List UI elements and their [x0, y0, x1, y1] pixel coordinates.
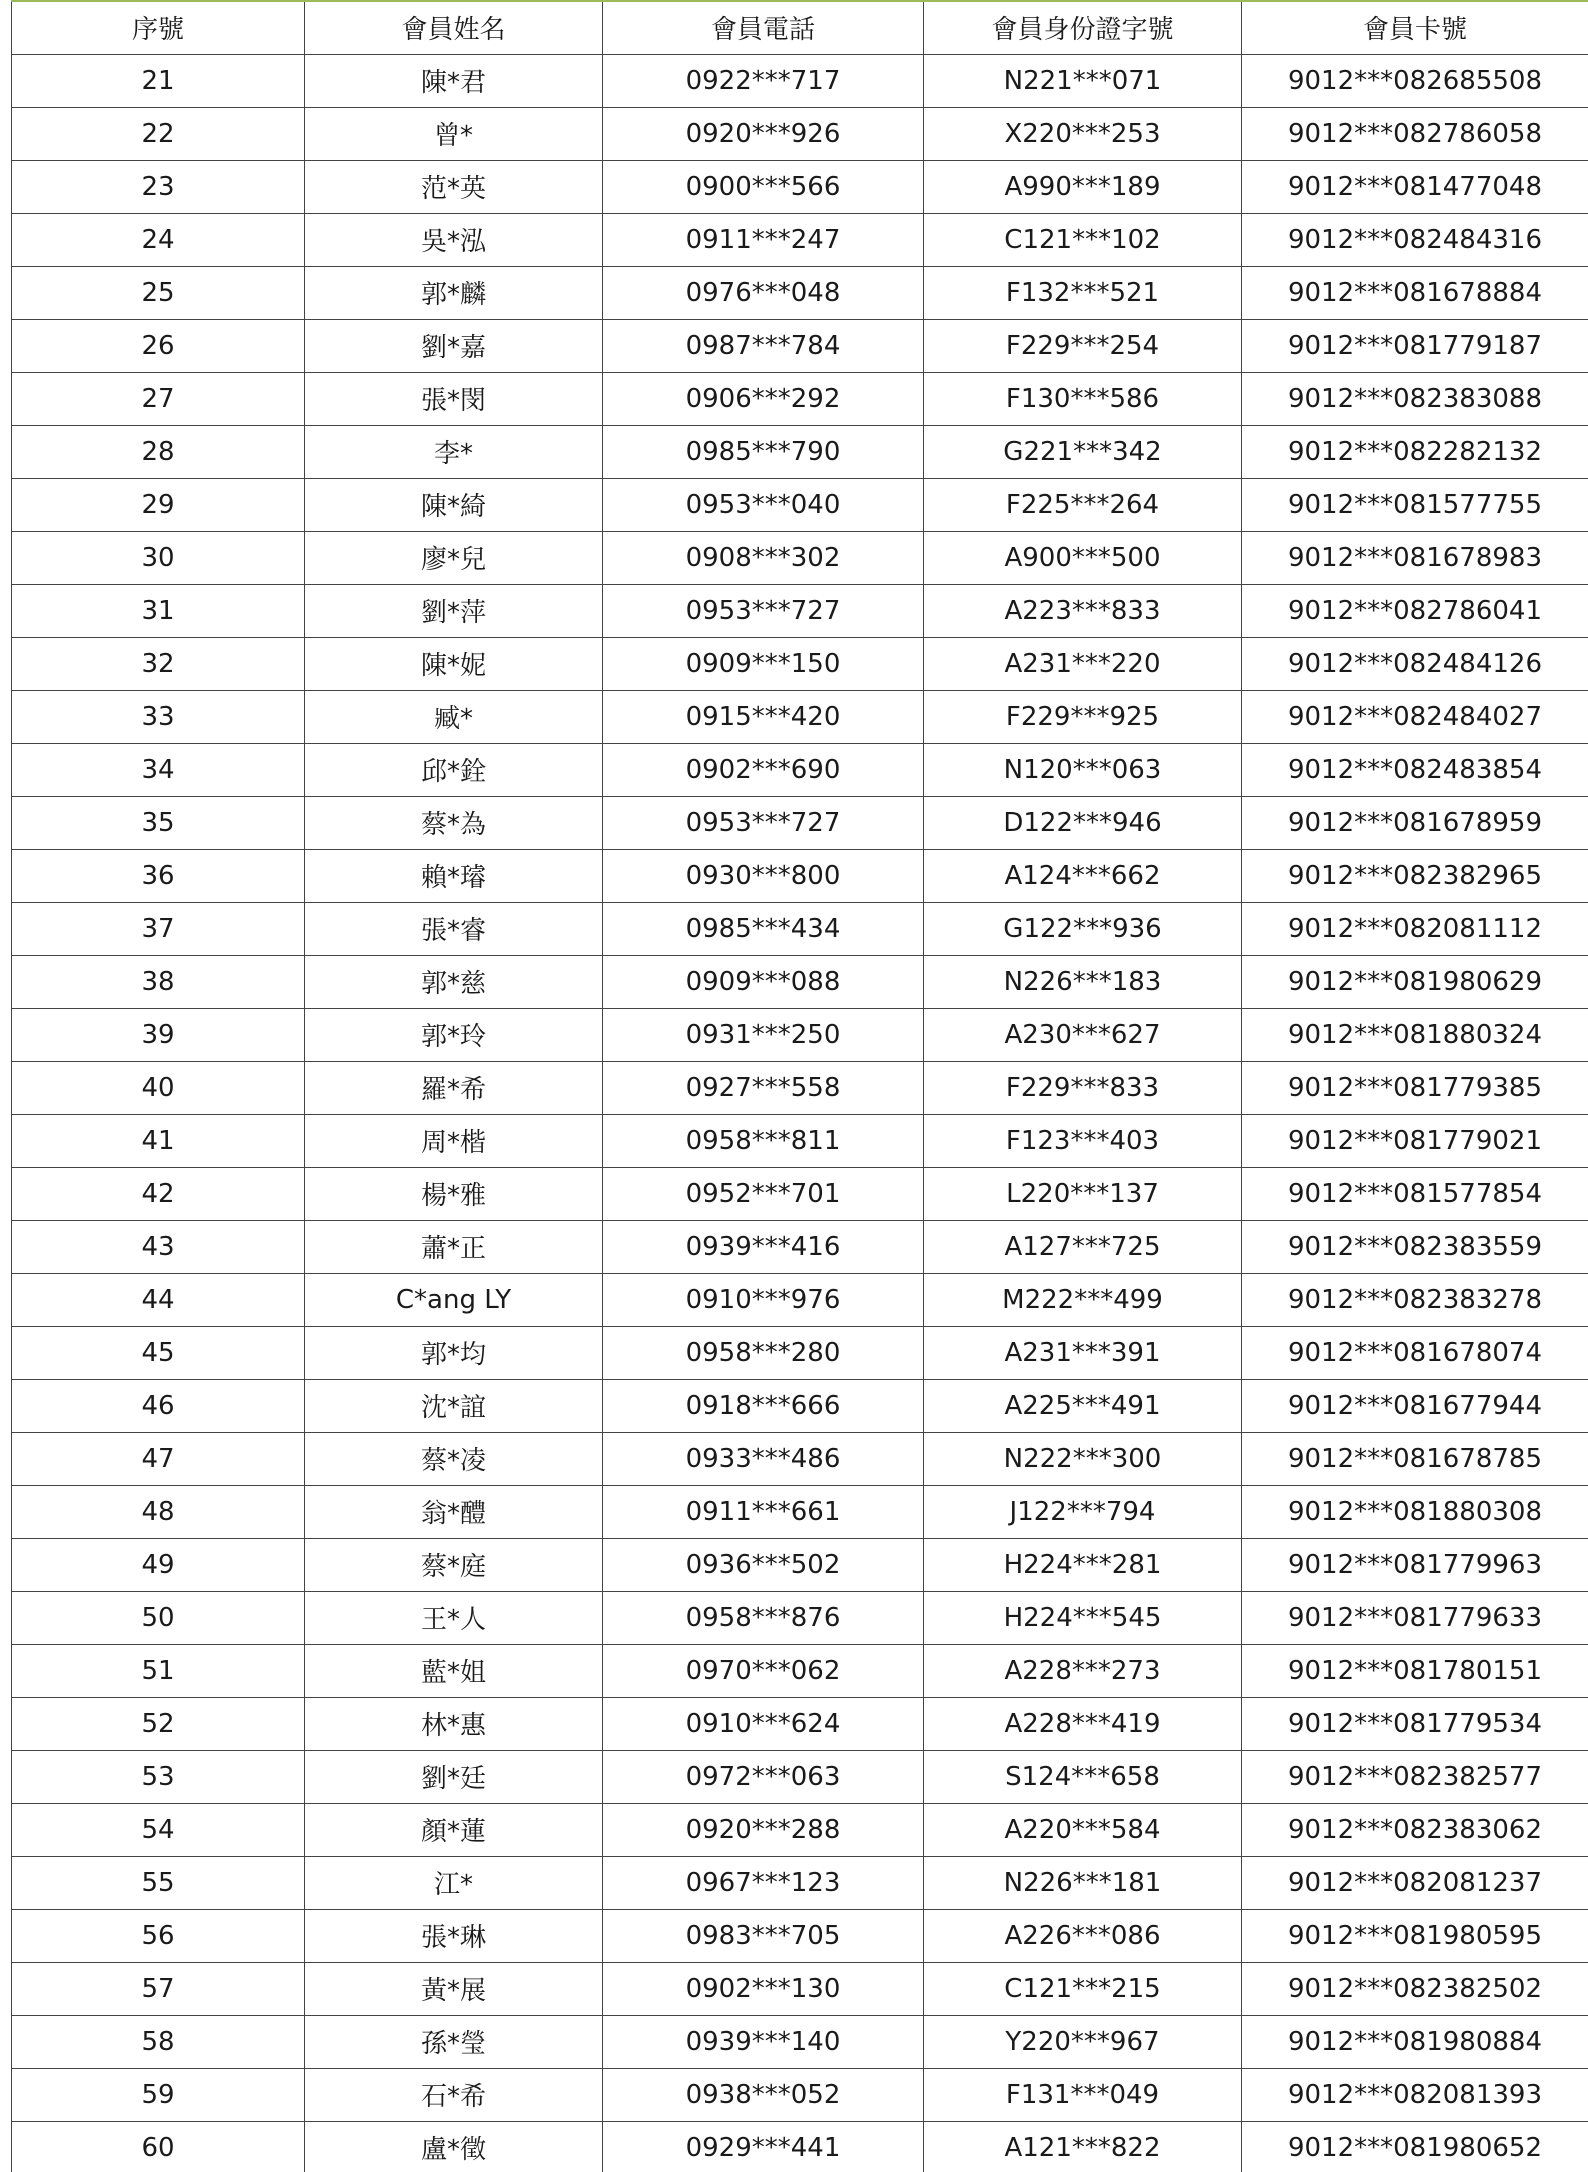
- card-number-cell: 9012***082383062: [1242, 1803, 1588, 1856]
- name-cell: 臧*: [305, 690, 603, 743]
- member-table-sheet: [11, 0, 1588, 2172]
- table-row: [12, 1220, 1588, 1273]
- serial-cell: 60: [12, 2121, 305, 2172]
- card-number-cell: 9012***082382502: [1242, 1962, 1588, 2015]
- phone-cell: 0930***800: [603, 849, 924, 902]
- phone-cell: 0953***727: [603, 796, 924, 849]
- id-number-cell: J122***794: [924, 1485, 1242, 1538]
- serial-cell: 27: [12, 372, 305, 425]
- serial-cell: 46: [12, 1379, 305, 1432]
- serial-cell: 49: [12, 1538, 305, 1591]
- name-cell: 李*: [305, 425, 603, 478]
- card-number-cell: 9012***081779385: [1242, 1061, 1588, 1114]
- phone-cell: 0911***247: [603, 213, 924, 266]
- serial-cell: 47: [12, 1432, 305, 1485]
- serial-cell: 29: [12, 478, 305, 531]
- table-row: [12, 1326, 1588, 1379]
- name-cell: 郭*玲: [305, 1008, 603, 1061]
- serial-cell: 45: [12, 1326, 305, 1379]
- id-number-cell: G122***936: [924, 902, 1242, 955]
- serial-cell: 52: [12, 1697, 305, 1750]
- card-number-cell: 9012***081678959: [1242, 796, 1588, 849]
- card-number-cell: 9012***081780151: [1242, 1644, 1588, 1697]
- serial-cell: 57: [12, 1962, 305, 2015]
- name-cell: 蔡*為: [305, 796, 603, 849]
- card-number-cell: 9012***081779963: [1242, 1538, 1588, 1591]
- serial-cell: 26: [12, 319, 305, 372]
- table-row: [12, 107, 1588, 160]
- card-number-cell: 9012***081577854: [1242, 1167, 1588, 1220]
- id-number-cell: A124***662: [924, 849, 1242, 902]
- serial-cell: 59: [12, 2068, 305, 2121]
- serial-cell: 38: [12, 955, 305, 1008]
- id-number-cell: A228***273: [924, 1644, 1242, 1697]
- name-cell: 楊*雅: [305, 1167, 603, 1220]
- table-row: [12, 319, 1588, 372]
- id-number-cell: F225***264: [924, 478, 1242, 531]
- id-number-cell: A226***086: [924, 1909, 1242, 1962]
- id-number-cell: C121***102: [924, 213, 1242, 266]
- id-number-cell: A220***584: [924, 1803, 1242, 1856]
- phone-cell: 0910***624: [603, 1697, 924, 1750]
- member-table: [11, 0, 1588, 2172]
- serial-cell: 44: [12, 1273, 305, 1326]
- card-number-cell: 9012***082081393: [1242, 2068, 1588, 2121]
- card-number-cell: 9012***081980884: [1242, 2015, 1588, 2068]
- name-cell: 孫*瑩: [305, 2015, 603, 2068]
- card-number-cell: 9012***081980629: [1242, 955, 1588, 1008]
- table-row: [12, 1644, 1588, 1697]
- id-number-cell: N226***183: [924, 955, 1242, 1008]
- table-row: [12, 2015, 1588, 2068]
- id-number-cell: A900***500: [924, 531, 1242, 584]
- header-member-card-number: 會員卡號: [1242, 1, 1588, 54]
- id-number-cell: M222***499: [924, 1273, 1242, 1326]
- card-number-cell: 9012***081678884: [1242, 266, 1588, 319]
- card-number-cell: 9012***082382577: [1242, 1750, 1588, 1803]
- id-number-cell: L220***137: [924, 1167, 1242, 1220]
- serial-cell: 51: [12, 1644, 305, 1697]
- table-row: [12, 1114, 1588, 1167]
- table-row: [12, 796, 1588, 849]
- table-row: [12, 1273, 1588, 1326]
- phone-cell: 0910***976: [603, 1273, 924, 1326]
- card-number-cell: 9012***082383559: [1242, 1220, 1588, 1273]
- name-cell: 蔡*凌: [305, 1432, 603, 1485]
- phone-cell: 0985***790: [603, 425, 924, 478]
- id-number-cell: A231***220: [924, 637, 1242, 690]
- name-cell: 沈*誼: [305, 1379, 603, 1432]
- serial-cell: 33: [12, 690, 305, 743]
- table-row: [12, 425, 1588, 478]
- card-number-cell: 9012***081880324: [1242, 1008, 1588, 1061]
- serial-cell: 35: [12, 796, 305, 849]
- name-cell: 蔡*庭: [305, 1538, 603, 1591]
- name-cell: 王*人: [305, 1591, 603, 1644]
- table-row: [12, 1591, 1588, 1644]
- id-number-cell: A121***822: [924, 2121, 1242, 2172]
- serial-cell: 37: [12, 902, 305, 955]
- serial-cell: 53: [12, 1750, 305, 1803]
- phone-cell: 0922***717: [603, 54, 924, 107]
- phone-cell: 0906***292: [603, 372, 924, 425]
- serial-cell: 41: [12, 1114, 305, 1167]
- card-number-cell: 9012***081577755: [1242, 478, 1588, 531]
- phone-cell: 0938***052: [603, 2068, 924, 2121]
- name-cell: 陳*綺: [305, 478, 603, 531]
- name-cell: 陳*妮: [305, 637, 603, 690]
- name-cell: 郭*麟: [305, 266, 603, 319]
- phone-cell: 0939***416: [603, 1220, 924, 1273]
- card-number-cell: 9012***081779021: [1242, 1114, 1588, 1167]
- name-cell: C*ang LY: [305, 1273, 603, 1326]
- table-row: [12, 2121, 1588, 2172]
- card-number-cell: 9012***081779534: [1242, 1697, 1588, 1750]
- name-cell: 盧*徵: [305, 2121, 603, 2172]
- serial-cell: 58: [12, 2015, 305, 2068]
- card-number-cell: 9012***081980595: [1242, 1909, 1588, 1962]
- name-cell: 邱*銓: [305, 743, 603, 796]
- phone-cell: 0920***926: [603, 107, 924, 160]
- name-cell: 廖*兒: [305, 531, 603, 584]
- header-member-name: 會員姓名: [305, 1, 603, 54]
- serial-cell: 30: [12, 531, 305, 584]
- table-row: [12, 743, 1588, 796]
- card-number-cell: 9012***082786058: [1242, 107, 1588, 160]
- phone-cell: 0953***040: [603, 478, 924, 531]
- card-number-cell: 9012***082484027: [1242, 690, 1588, 743]
- serial-cell: 22: [12, 107, 305, 160]
- phone-cell: 0911***661: [603, 1485, 924, 1538]
- name-cell: 蕭*正: [305, 1220, 603, 1273]
- table-row: [12, 955, 1588, 1008]
- card-number-cell: 9012***082081112: [1242, 902, 1588, 955]
- id-number-cell: N226***181: [924, 1856, 1242, 1909]
- name-cell: 郭*慈: [305, 955, 603, 1008]
- name-cell: 劉*廷: [305, 1750, 603, 1803]
- table-row: [12, 1538, 1588, 1591]
- phone-cell: 0952***701: [603, 1167, 924, 1220]
- table-row: [12, 1167, 1588, 1220]
- phone-cell: 0918***666: [603, 1379, 924, 1432]
- card-number-cell: 9012***081678074: [1242, 1326, 1588, 1379]
- name-cell: 陳*君: [305, 54, 603, 107]
- card-number-cell: 9012***081477048: [1242, 160, 1588, 213]
- table-header: [12, 1, 1588, 54]
- table-row: [12, 1962, 1588, 2015]
- table-row: [12, 1909, 1588, 1962]
- id-number-cell: S124***658: [924, 1750, 1242, 1803]
- card-number-cell: 9012***082383278: [1242, 1273, 1588, 1326]
- id-number-cell: F229***925: [924, 690, 1242, 743]
- table-row: [12, 902, 1588, 955]
- serial-cell: 34: [12, 743, 305, 796]
- serial-cell: 23: [12, 160, 305, 213]
- table-row: [12, 1061, 1588, 1114]
- serial-cell: 25: [12, 266, 305, 319]
- name-cell: 顏*蓮: [305, 1803, 603, 1856]
- table-row: [12, 1379, 1588, 1432]
- name-cell: 周*楷: [305, 1114, 603, 1167]
- header-serial-number: 序號: [12, 1, 305, 54]
- serial-cell: 40: [12, 1061, 305, 1114]
- table-row: [12, 160, 1588, 213]
- id-number-cell: D122***946: [924, 796, 1242, 849]
- phone-cell: 0902***130: [603, 1962, 924, 2015]
- card-number-cell: 9012***081779187: [1242, 319, 1588, 372]
- id-number-cell: A127***725: [924, 1220, 1242, 1273]
- id-number-cell: H224***545: [924, 1591, 1242, 1644]
- name-cell: 吳*泓: [305, 213, 603, 266]
- serial-cell: 50: [12, 1591, 305, 1644]
- card-number-cell: 9012***081678983: [1242, 531, 1588, 584]
- card-number-cell: 9012***081678785: [1242, 1432, 1588, 1485]
- name-cell: 劉*萍: [305, 584, 603, 637]
- id-number-cell: C121***215: [924, 1962, 1242, 2015]
- id-number-cell: F131***049: [924, 2068, 1242, 2121]
- serial-cell: 55: [12, 1856, 305, 1909]
- card-number-cell: 9012***082483854: [1242, 743, 1588, 796]
- card-number-cell: 9012***081880308: [1242, 1485, 1588, 1538]
- table-row: [12, 1750, 1588, 1803]
- id-number-cell: N120***063: [924, 743, 1242, 796]
- phone-cell: 0900***566: [603, 160, 924, 213]
- serial-cell: 36: [12, 849, 305, 902]
- phone-cell: 0970***062: [603, 1644, 924, 1697]
- name-cell: 郭*均: [305, 1326, 603, 1379]
- id-number-cell: N221***071: [924, 54, 1242, 107]
- serial-cell: 42: [12, 1167, 305, 1220]
- table-row: [12, 1432, 1588, 1485]
- table-row: [12, 213, 1588, 266]
- name-cell: 江*: [305, 1856, 603, 1909]
- serial-cell: 28: [12, 425, 305, 478]
- phone-cell: 0915***420: [603, 690, 924, 743]
- serial-cell: 24: [12, 213, 305, 266]
- table-row: [12, 478, 1588, 531]
- id-number-cell: A230***627: [924, 1008, 1242, 1061]
- id-number-cell: Y220***967: [924, 2015, 1242, 2068]
- phone-cell: 0909***150: [603, 637, 924, 690]
- id-number-cell: F130***586: [924, 372, 1242, 425]
- table-row: [12, 1803, 1588, 1856]
- id-number-cell: A231***391: [924, 1326, 1242, 1379]
- id-number-cell: F123***403: [924, 1114, 1242, 1167]
- id-number-cell: N222***300: [924, 1432, 1242, 1485]
- serial-cell: 39: [12, 1008, 305, 1061]
- card-number-cell: 9012***081980652: [1242, 2121, 1588, 2172]
- phone-cell: 0985***434: [603, 902, 924, 955]
- table-row: [12, 2068, 1588, 2121]
- header-member-phone: 會員電話: [603, 1, 924, 54]
- table-row: [12, 266, 1588, 319]
- phone-cell: 0920***288: [603, 1803, 924, 1856]
- phone-cell: 0987***784: [603, 319, 924, 372]
- name-cell: 林*惠: [305, 1697, 603, 1750]
- phone-cell: 0953***727: [603, 584, 924, 637]
- phone-cell: 0931***250: [603, 1008, 924, 1061]
- id-number-cell: G221***342: [924, 425, 1242, 478]
- name-cell: 劉*嘉: [305, 319, 603, 372]
- card-number-cell: 9012***082484316: [1242, 213, 1588, 266]
- serial-cell: 21: [12, 54, 305, 107]
- phone-cell: 0958***280: [603, 1326, 924, 1379]
- phone-cell: 0967***123: [603, 1856, 924, 1909]
- id-number-cell: F229***254: [924, 319, 1242, 372]
- table-row: [12, 1697, 1588, 1750]
- id-number-cell: A225***491: [924, 1379, 1242, 1432]
- table-row: [12, 1008, 1588, 1061]
- table-row: [12, 849, 1588, 902]
- header-member-id-number: 會員身份證字號: [924, 1, 1242, 54]
- name-cell: 翁*醴: [305, 1485, 603, 1538]
- serial-cell: 31: [12, 584, 305, 637]
- card-number-cell: 9012***082282132: [1242, 425, 1588, 478]
- serial-cell: 48: [12, 1485, 305, 1538]
- name-cell: 藍*姐: [305, 1644, 603, 1697]
- table-row: [12, 54, 1588, 107]
- card-number-cell: 9012***081779633: [1242, 1591, 1588, 1644]
- table-row: [12, 531, 1588, 584]
- id-number-cell: A228***419: [924, 1697, 1242, 1750]
- card-number-cell: 9012***082382965: [1242, 849, 1588, 902]
- name-cell: 張*睿: [305, 902, 603, 955]
- table-row: [12, 637, 1588, 690]
- name-cell: 賴*璿: [305, 849, 603, 902]
- phone-cell: 0958***811: [603, 1114, 924, 1167]
- card-number-cell: 9012***082081237: [1242, 1856, 1588, 1909]
- table-row: [12, 1485, 1588, 1538]
- phone-cell: 0933***486: [603, 1432, 924, 1485]
- name-cell: 石*希: [305, 2068, 603, 2121]
- table-row: [12, 690, 1588, 743]
- phone-cell: 0958***876: [603, 1591, 924, 1644]
- phone-cell: 0972***063: [603, 1750, 924, 1803]
- phone-cell: 0936***502: [603, 1538, 924, 1591]
- card-number-cell: 9012***082383088: [1242, 372, 1588, 425]
- name-cell: 范*英: [305, 160, 603, 213]
- serial-cell: 56: [12, 1909, 305, 1962]
- table-row: [12, 372, 1588, 425]
- phone-cell: 0902***690: [603, 743, 924, 796]
- serial-cell: 54: [12, 1803, 305, 1856]
- table-row: [12, 584, 1588, 637]
- id-number-cell: X220***253: [924, 107, 1242, 160]
- id-number-cell: F132***521: [924, 266, 1242, 319]
- card-number-cell: 9012***082484126: [1242, 637, 1588, 690]
- phone-cell: 0939***140: [603, 2015, 924, 2068]
- id-number-cell: A990***189: [924, 160, 1242, 213]
- card-number-cell: 9012***082685508: [1242, 54, 1588, 107]
- header-row: [12, 1, 1588, 54]
- phone-cell: 0909***088: [603, 955, 924, 1008]
- serial-cell: 43: [12, 1220, 305, 1273]
- card-number-cell: 9012***082786041: [1242, 584, 1588, 637]
- phone-cell: 0976***048: [603, 266, 924, 319]
- phone-cell: 0908***302: [603, 531, 924, 584]
- name-cell: 黃*展: [305, 1962, 603, 2015]
- id-number-cell: H224***281: [924, 1538, 1242, 1591]
- serial-cell: 32: [12, 637, 305, 690]
- table-row: [12, 1856, 1588, 1909]
- phone-cell: 0927***558: [603, 1061, 924, 1114]
- phone-cell: 0983***705: [603, 1909, 924, 1962]
- table-body: [12, 54, 1588, 2172]
- name-cell: 曾*: [305, 107, 603, 160]
- card-number-cell: 9012***081677944: [1242, 1379, 1588, 1432]
- name-cell: 張*琳: [305, 1909, 603, 1962]
- name-cell: 羅*希: [305, 1061, 603, 1114]
- phone-cell: 0929***441: [603, 2121, 924, 2172]
- id-number-cell: F229***833: [924, 1061, 1242, 1114]
- name-cell: 張*閔: [305, 372, 603, 425]
- id-number-cell: A223***833: [924, 584, 1242, 637]
